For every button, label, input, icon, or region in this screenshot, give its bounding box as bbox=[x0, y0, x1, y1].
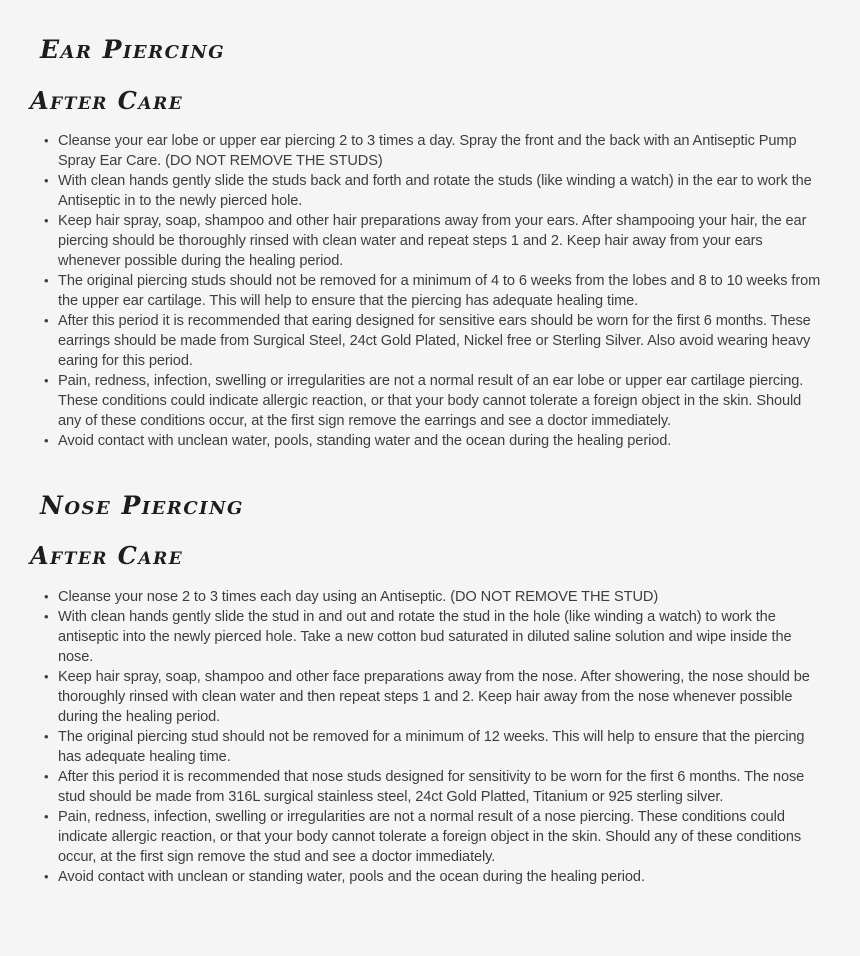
list-item: • The original piercing studs should not be removed for a minimum of 4 to 6 weeks from the lobes and 8 to 10 weeks from the upper ear cartilage. This will help to ensure that the piercing has adequate healing time. bbox=[44, 271, 824, 311]
list-item: • Pain, redness, infection, swelling or irregularities are not a normal result of an ear lobe or upper ear cartilage piercing. These conditions could indicate allergic reaction, or that your body cannot tolerate a foreign object in the skin. Should any of these conditions occur, at the first sign remove the earrings and see a doctor immediately. bbox=[44, 371, 824, 431]
list-item: • Cleanse your ear lobe or upper ear piercing 2 to 3 times a day. Spray the front and the back with an Antiseptic Pump Spray Ear Care. (DO NOT REMOVE THE STUDS) bbox=[44, 131, 824, 171]
list-item: • Keep hair spray, soap, shampoo and other hair preparations away from your ears. After shampooing your hair, the ear piercing should be thoroughly rinsed with clean water and repeat steps 1 and 2. Keep hair away from your ears whenever possible during the healing period. bbox=[44, 211, 824, 271]
list-item: • Avoid contact with unclean or standing water, pools and the ocean during the healing period. bbox=[44, 867, 824, 887]
page-title: Ear Piercing bbox=[40, 35, 226, 64]
section-subtitle: After Care bbox=[30, 541, 184, 571]
list-item: • Keep hair spray, soap, shampoo and other face preparations away from the nose. After showering, the nose should be thoroughly rinsed with clean water and then repeat steps 1 and 2. Keep hair away from the nose whenever possible during the healing period. bbox=[44, 667, 824, 727]
list-item: • With clean hands gently slide the studs back and forth and rotate the studs (like winding a watch) in the ear to work the Antiseptic in to the newly pierced hole. bbox=[44, 171, 824, 211]
section-nose-piercing bbox=[30, 451, 835, 887]
section-ear-piercing bbox=[30, 0, 835, 451]
section-title: Nose Piercing bbox=[40, 490, 244, 520]
nose-aftercare-list bbox=[30, 570, 835, 887]
list-item: • Pain, redness, infection, swelling or irregularities are not a normal result of a nose piercing. These conditions could indicate allergic reaction, or that your body cannot tolerate a foreign object in the skin. Should any of these conditions occur, at the first sign remove the stud and see a doctor immediately. bbox=[44, 807, 824, 867]
list-item: • After this period it is recommended that nose studs designed for sensitivity to be worn for the first 6 months. The nose stud should be made from 316L surgical stainless steel, 24ct Gold Platted, Titanium or 925 sterling silver. bbox=[44, 767, 824, 807]
section-subtitle: After Care bbox=[30, 85, 184, 115]
list-item: • With clean hands gently slide the stud in and out and rotate the stud in the hole (like winding a watch) to work the antiseptic into the newly pierced hole. Take a new cotton bud saturated in diluted saline solution and wipe inside the nose. bbox=[44, 607, 824, 667]
list-item: • After this period it is recommended that earing designed for sensitive ears should be worn for the first 6 months. These earrings should be made from Surgical Steel, 24ct Gold Plated, Nickel free or Sterling Silver. Also avoid wearing heavy earing for this period. bbox=[44, 311, 824, 371]
list-item: • The original piercing stud should not be removed for a minimum of 12 weeks. This will help to ensure that the piercing has adequate healing time. bbox=[44, 727, 824, 767]
ear-aftercare-list bbox=[30, 114, 835, 451]
list-item: • Avoid contact with unclean water, pools, standing water and the ocean during the healing period. bbox=[44, 431, 824, 451]
list-item: • Cleanse your nose 2 to 3 times each day using an Antiseptic. (DO NOT REMOVE THE STUD) bbox=[44, 587, 824, 607]
